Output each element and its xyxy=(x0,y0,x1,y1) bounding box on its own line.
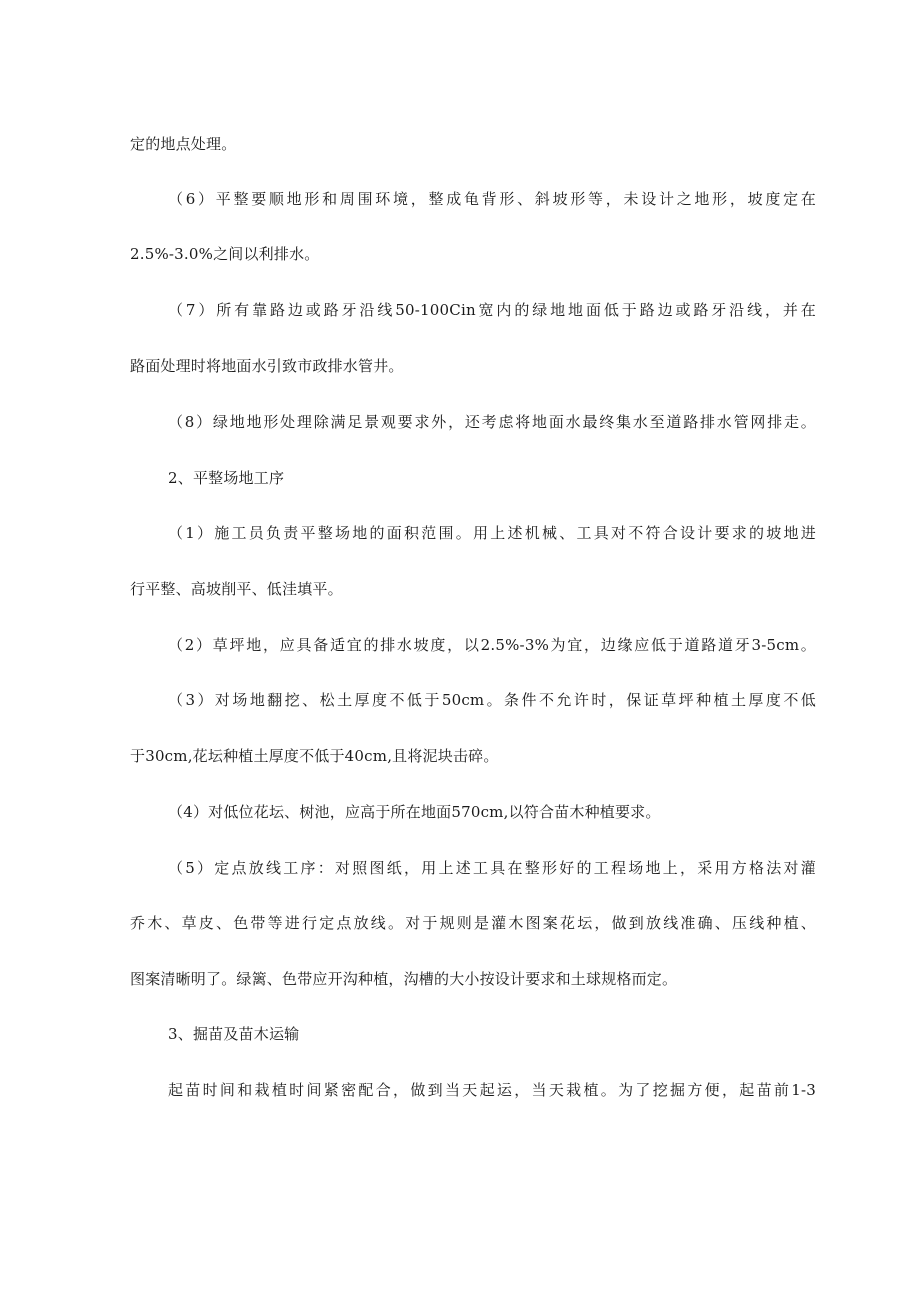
text-line-15: 乔木、草皮、色带等进行定点放线。对于规则是灌木图案花坛，做到放线准确、压线种植、 xyxy=(130,914,816,932)
text-line-1: 定的地点处理。 xyxy=(130,135,237,153)
text-line-18: 起苗时间和栽植时间紧密配合，做到当天起运，当天栽植。为了挖掘方便，起苗前1-3 xyxy=(168,1081,816,1099)
text-line-12: 于30cm,花坛种植土厚度不低于40cm,且将泥块击碎。 xyxy=(130,747,499,765)
text-line-16: 图案清晰明了。绿篱、色带应开沟种植，沟槽的大小按设计要求和土球规格而定。 xyxy=(130,970,678,988)
text-line-5: 路面处理时将地面水引致市政排水管井。 xyxy=(130,357,404,375)
text-line-3: 2.5%-3.0%之间以利排水。 xyxy=(130,245,320,263)
section-heading-3: 3、掘苗及苗木运输 xyxy=(168,1025,300,1043)
text-line-10: （2）草坪地，应具备适宜的排水坡度，以2.5%-3%为宜，边缘应低于道路道牙3-5cm。 xyxy=(168,636,816,654)
text-line-4: （7）所有靠路边或路牙沿线50-100Cin宽内的绿地地面低于路边或路牙沿线，并在 xyxy=(168,301,816,319)
text-line-11: （3）对场地翻挖、松土厚度不低于50cm。条件不允许时，保证草坪种植土厚度不低 xyxy=(168,691,816,709)
text-line-2: （6）平整要顺地形和周围环境，整成龟背形、斜坡形等，未设计之地形，坡度定在 xyxy=(168,190,816,208)
text-line-14: （5）定点放线工序：对照图纸，用上述工具在整形好的工程场地上，采用方格法对灌 xyxy=(168,859,816,877)
section-heading-2: 2、平整场地工序 xyxy=(168,469,285,487)
text-line-6: （8）绿地地形处理除满足景观要求外，还考虑将地面水最终集水至道路排水管网排走。 xyxy=(168,413,816,431)
text-line-9: 行平整、高坡削平、低洼填平。 xyxy=(130,580,343,598)
text-line-13: （4）对低位花坛、树池，应高于所在地面570cm,以符合苗木种植要求。 xyxy=(168,803,661,821)
text-line-8: （1）施工员负责平整场地的面积范围。用上述机械、工具对不符合设计要求的坡地进 xyxy=(168,524,816,542)
